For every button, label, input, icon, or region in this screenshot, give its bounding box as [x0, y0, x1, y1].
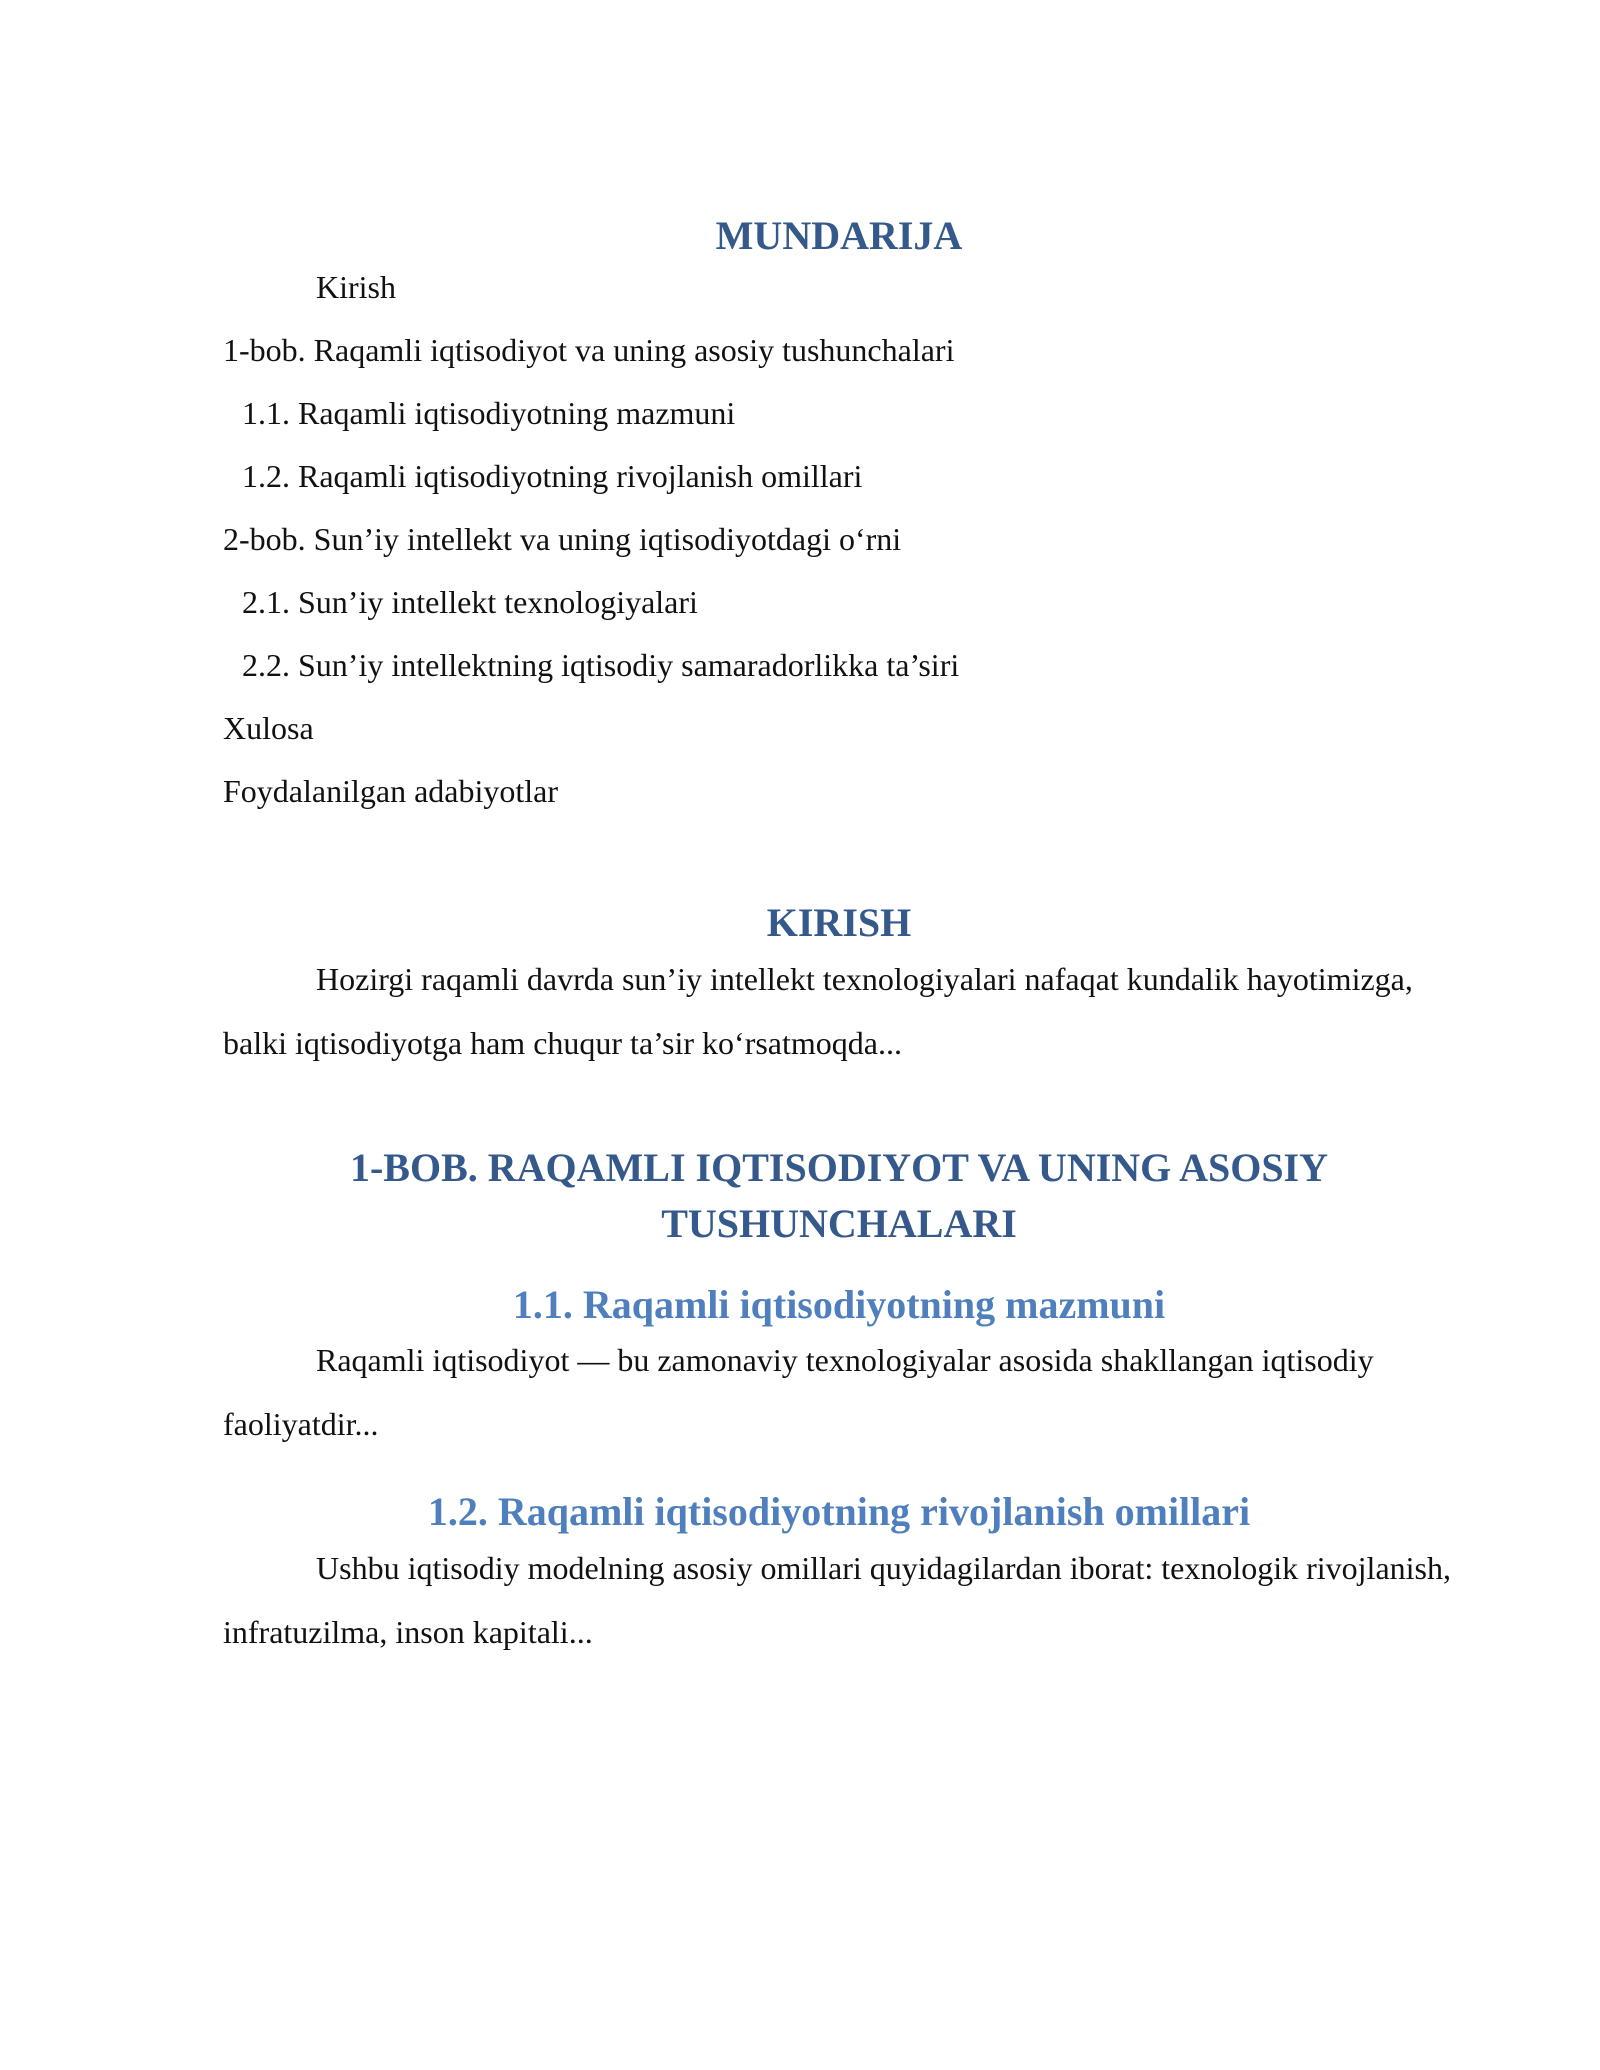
toc-item-section-1-2: 1.2. Raqamli iqtisodiyotning rivojlanish omillari: [242, 458, 863, 494]
toc-item-section-2-1: 2.1. Sun’iy intellekt texnologiyalari: [242, 584, 698, 620]
section-1-1-paragraph: Raqamli iqtisodiyot — bu zamonaviy texnologiyalar asosida shakllangan iqtisodiy faoliyatdir...: [223, 1342, 1374, 1442]
toc-item-chapter1: 1-bob. Raqamli iqtisodiyot va uning asosiy tushunchalari: [223, 332, 955, 368]
toc-item-xulosa: Xulosa: [223, 710, 314, 746]
section-1-2-paragraph: Ushbu iqtisodiy modelning asosiy omillari quyidagilardan iborat: texnologik rivojlanish, infratuzilma, inson kapitali...: [223, 1550, 1451, 1650]
section-1-2-title: 1.2. Raqamli iqtisodiyotning rivojlanish omillari: [427, 1489, 1251, 1534]
toc-item-chapter2: 2-bob. Sun’iy intellekt va uning iqtisodiyotdagi o‘rni: [223, 521, 902, 557]
toc-item-references: Foydalanilgan adabiyotlar: [223, 773, 559, 809]
toc-title: MUNDARIJA: [715, 213, 963, 258]
intro-title: KIRISH: [766, 900, 912, 945]
chapter1-title-line2: TUSHUNCHALARI: [661, 1201, 1017, 1246]
toc-item-section-1-1: 1.1. Raqamli iqtisodiyotning mazmuni: [242, 395, 736, 431]
toc-item-section-2-2: 2.2. Sun’iy intellektning iqtisodiy samaradorlikka ta’siri: [242, 647, 960, 683]
chapter1-title-line1: 1-BOB. RAQAMLI IQTISODIYOT VA UNING ASOSIY: [349, 1145, 1329, 1190]
intro-paragraph: Hozirgi raqamli davrda sun’iy intellekt texnologiyalari nafaqat kundalik hayotimizga, balki iqtisodiyotga ham chuqur ta’sir ko‘rsatmoqda...: [223, 961, 1413, 1061]
toc-item-kirish: Kirish: [316, 269, 396, 305]
section-1-1-title: 1.1. Raqamli iqtisodiyotning mazmuni: [512, 1282, 1166, 1327]
